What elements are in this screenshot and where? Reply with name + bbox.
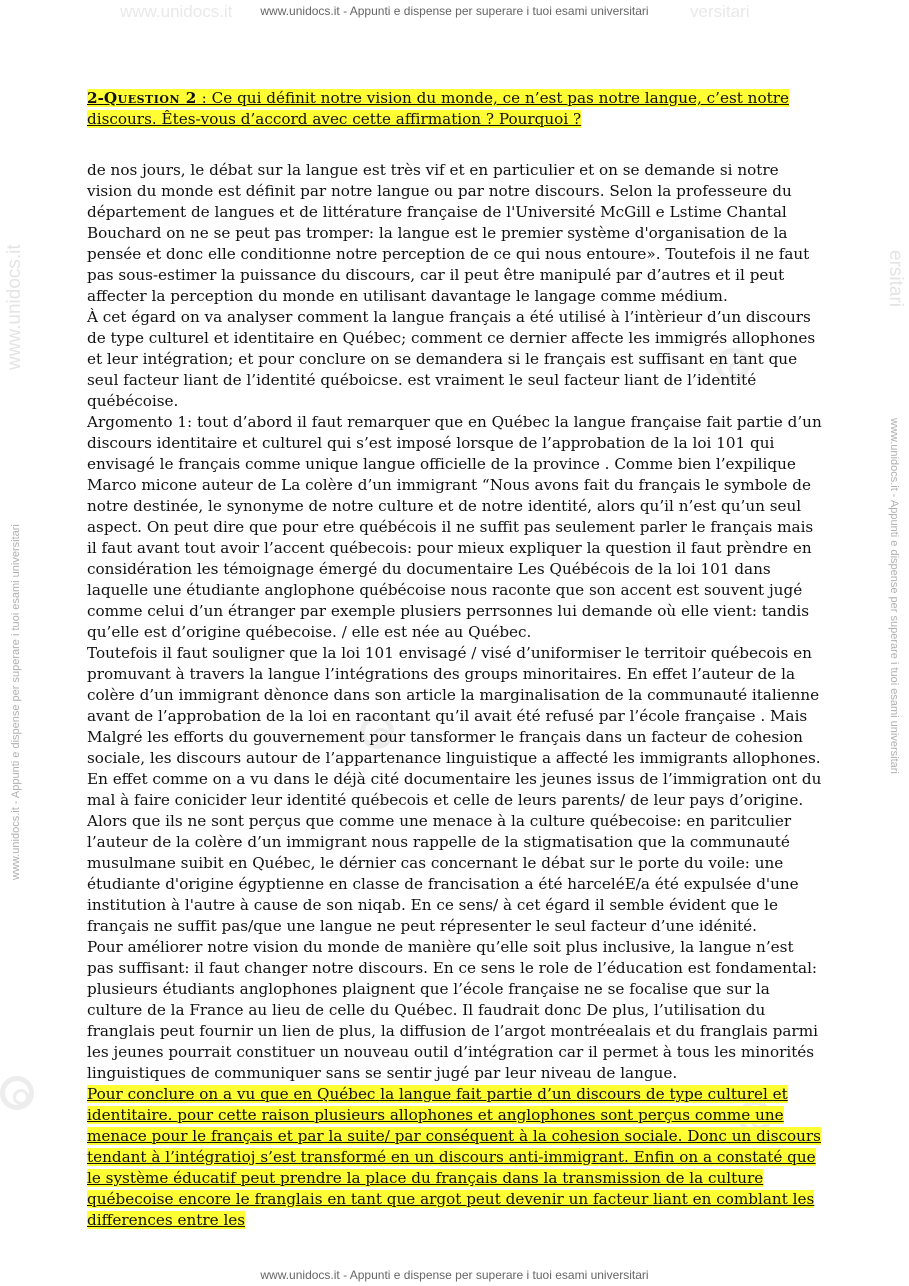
watermark-side-big-right: ersitari xyxy=(885,250,906,308)
document-body xyxy=(87,88,822,1231)
question-heading xyxy=(87,88,822,130)
watermark-side-right: www.unidocs.it - Appunti e dispense per superare i tuoi esami universitari xyxy=(888,418,900,774)
watermark-top: www.unidocs.it - Appunti e dispense per superare i tuoi esami universitari xyxy=(260,4,649,18)
watermark-side-left: www.unidocs.it - Appunti e dispense per superare i tuoi esami universitari xyxy=(10,524,22,880)
watermark-side-big-left: www.unidocs.it xyxy=(4,244,25,370)
watermark-ghost-left: www.unidocs.it xyxy=(120,2,233,21)
paragraph-argument-1: Argomento 1: tout d’abord il faut remarquer que en Québec la langue française fait partie d’un discours identitaire et culturel qui s’est imposé lorsque de l’approbation de la loi 101 qui envisagé le français comme unique langue officielle de la province . Comme bien l’expilique Marco micone auteur de La colère d’un immigrant “Nous avons fait du français le symbole de notre destinée, le synonyme de notre culture et de notre identité, alors qu’il n’est qu’un seul aspect. On peut dire que pour etre québécois il ne suffit pas seulement parler le français mais il faut avant tout avoir l’accent québecois: pour mieux expliquer la question il faut prèndre en considération les témoignage émergé du documentaire Les Québécois de la loi 101 dans laquelle une étudiante anglophone québécoise nous raconte que son accent est souvent jugé comme celui d’un étranger par exemple plusiers perrsonnes lui demande où elle vient: tandis qu’elle est d’origine québecoise. / elle est née au Québec. xyxy=(87,413,822,641)
question-number: 2- xyxy=(87,89,104,107)
paragraph-intro: de nos jours, le débat sur la langue est très vif et en particulier et on se demande si notre vision du monde est définit par notre langue ou par notre discours. Selon la professeure du département de langues et de littérature française de l'Université McGill e Lstime Chantal Bouchard on ne se peut pas tromper: la langue est le premier système d'organisation de la pensée et donc elle conditionne notre perception de ce qui nous entoure». Toutefois il ne faut pas sous-estimer la puissance du discours, car il peut être manipulé par d’autres et il peut affecter la perception du monde en utilisant davantage le langage comme médium. xyxy=(87,161,810,305)
watermark-logo-icon xyxy=(0,1076,34,1110)
watermark-ghost-right: versitari xyxy=(690,2,750,21)
paragraph-argument-3: Pour améliorer notre vision du monde de manière qu’elle soit plus inclusive, la langue n’est pas suffisant: il faut changer notre discours. En ce sens le role de l’éducation est fondamental: plusieurs étudiants anglophones plaignent que l’école française ne se focalise que sur la culture de la France au lieu de celle du Québec. Il faudrait donc De plus, l’utilisation du franglais peut fournir un lien de plus, la diffusion de l’argot montréealais et du franglais parmi les jeunes pourrait constituer un nouveau outil d’intégration car il permet à tous les minorités linguistiques de communiquer sans se sentir jugé par leur niveau de langue. xyxy=(87,938,818,1082)
question-label: Question 2 xyxy=(103,89,197,107)
paragraph-argument-2: Toutefois il faut souligner que la loi 101 envisagé / visé d’uniformiser le territoir québecois en promuvant à travers la langue l’intégrations des groups minoritaires. En effet l’auteur de la colère d’un immigrant dènonce dans son article la marginalisation de la communauté italienne avant de l’approbation de la loi en racontant qu’il avait été refusé par l’école française . Mais Malgré les efforts du gouvernement pour tansformer le français dans un facteur de cohesion sociale, les discours autour de l’appartenance linguistique a affecté les immigrants allophones. En effet comme on a vu dans le déjà cité documentaire les jeunes issus de l’immigration ont du mal à faire conicider leur identité québecois et celle de leurs parents/ de leur pays d’origine. Alors que ils ne sont perçus que comme une menace à la culture québecoise: en paritculier l’auteur de la colère d’un immigrant nous rappelle de la stigmatisation que la communauté musulmane suibit en Québec, le dérnier cas concernant le débat sur le porte du voile: une étudiante d'origine égyptienne en classe de francisation a été harceléE/a été expulsée d'une institution à l'autre à cause de son niqab. En ce sens/ à cet égard il semble évident que le français ne suffit pas/que une langue ne peut répresenter le seul facteur d’une idénité. xyxy=(87,644,822,935)
question-text: : Ce qui définit notre vision du monde, ce n’est pas notre langue, c’est notre discours. Êtes-vous d’accord avec cette affirmation ? Pourquoi ? xyxy=(87,89,789,128)
conclusion-text: Pour conclure on a vu que en Québec la langue fait partie d’un discours de type culturel et identitaire. pour cette raison plusieurs allophones et anglophones sont perçus comme une menace pour le français et par la suite/ par conséquent à la cohesion sociale. Donc un discours tendant à l’intégratioj s’est transformé en un discours anti-immigrant. Enfin on a constaté que le système éducatif peut prendre la place du français dans la transmission de la culture québecoise encore le franglais en tant que argot peut devenir un facteur liant en comblant les differences entre les xyxy=(87,1085,821,1229)
watermark-bottom: www.unidocs.it - Appunti e dispense per superare i tuoi esami universitari xyxy=(260,1268,649,1282)
paragraph-conclusion xyxy=(87,1084,822,1231)
paragraph-plan: À cet égard on va analyser comment la langue français a été utilisé à l’intèrieur d’un discours de type culturel et identitaire en Québec; comment ce dernier affecte les immigrés allophones et leur intégration; et pour conclure on se demandera si le français est suffisant en tant que seul facteur liant de l’identité québoicse. est vraiment le seul facteur liant de l’identité québécoise. xyxy=(87,308,816,410)
